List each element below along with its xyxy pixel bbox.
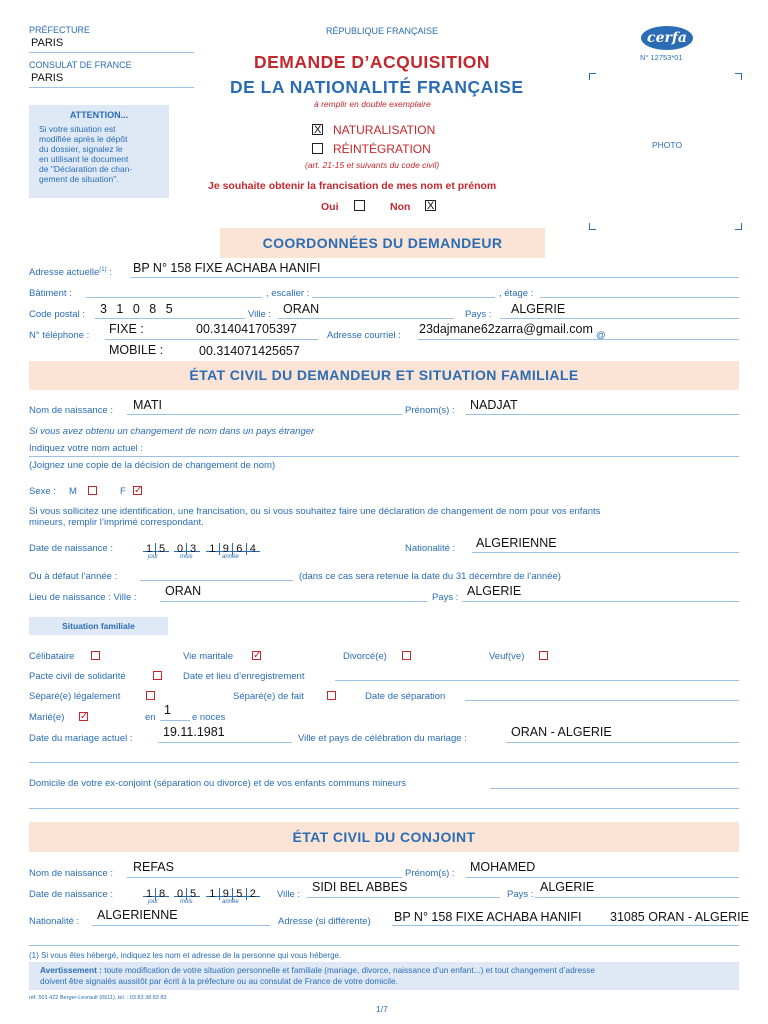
attention-line: du dossier, signalez le <box>39 144 123 154</box>
conjoint-mois-caption: mois <box>180 899 193 905</box>
sexe-f-check-mark: ✓ <box>134 485 143 496</box>
conjoint-pays-label: Pays : <box>507 889 534 900</box>
sexe-m-label: M <box>69 486 77 497</box>
etat-civil-section-title: ÉTAT CIVIL DU DEMANDEUR ET SITUATION FAMILIALE <box>29 361 739 390</box>
conjoint-adresse-line <box>392 925 739 926</box>
non-check-mark: X <box>427 200 435 212</box>
fixe-value[interactable]: 00.314041705397 <box>196 322 297 336</box>
conjoint-adresse-value[interactable]: BP N° 158 FIXE ACHABA HANIFI <box>394 910 582 924</box>
lieu-pays-line <box>462 601 739 602</box>
lieu-ville-value[interactable]: ORAN <box>165 584 202 598</box>
sexe-label: Sexe : <box>29 486 56 497</box>
defaut-annee-label: Ou à défaut l’année : <box>29 571 118 582</box>
code-postal-label: Code postal : <box>29 309 85 320</box>
telephone-label: N° téléphone : <box>29 330 90 341</box>
identification-note-1: Si vous sollicitez une identification, une francisation, ou si vous souhaitez faire une déclaration de changement de nom pour vos enfants <box>29 506 601 517</box>
date-naissance-jour[interactable]: 1 5 <box>143 539 169 552</box>
vie-maritale-check-mark: ✓ <box>253 650 262 661</box>
conjoint-jour-caption: jour <box>148 899 159 905</box>
lieu-ville-line <box>160 601 427 602</box>
lieu-pays-label: Pays : <box>432 592 459 603</box>
consulat-label: CONSULAT DE FRANCE <box>29 60 132 70</box>
prefecture-line <box>29 52 194 53</box>
cerfa-number: N° 12753*01 <box>640 53 683 62</box>
avertissement-label: Avertissement : <box>40 965 102 975</box>
ville-value[interactable]: ORAN <box>283 302 320 316</box>
avertissement-text-2: doivent être signalés aussitôt par écrit à la préfecture ou au consulat de France de votre domicile. <box>40 976 398 986</box>
code-postal-value[interactable]: 3 1 0 8 5 <box>100 302 176 316</box>
prenom-value[interactable]: NADJAT <box>470 398 518 412</box>
celibataire-checkbox[interactable] <box>91 651 100 660</box>
nom-naissance-label: Nom de naissance : <box>29 405 113 416</box>
escalier-label: , escalier : <box>266 288 310 299</box>
consulat-line <box>29 87 194 88</box>
separe-fait-checkbox[interactable] <box>327 691 336 700</box>
noces-line <box>160 720 190 721</box>
conjoint-adresse-line-2[interactable] <box>29 945 739 946</box>
nom-actuel-line[interactable] <box>29 456 739 457</box>
situation-familiale-title: Situation familiale <box>29 617 168 635</box>
noces-value[interactable]: 1 <box>164 703 171 717</box>
title-line-1: DEMANDE D’ACQUISITION <box>254 52 491 72</box>
mobile-label: MOBILE : <box>109 343 164 357</box>
coordonnees-section-title: COORDONNÉES DU DEMANDEUR <box>220 228 545 258</box>
identification-note-2: mineurs, remplir l’imprimé correspondant. <box>29 517 204 528</box>
ville-pays-mariage-value[interactable]: ORAN - ALGERIE <box>511 725 612 739</box>
conjoint-date-mois[interactable]: 0 5 <box>174 884 200 897</box>
attention-line: de "Déclaration de chan- <box>39 164 133 174</box>
jour-caption: jour <box>148 554 159 560</box>
date-naissance-label: Date de naissance : <box>29 543 113 554</box>
consulat-value[interactable]: PARIS <box>31 72 64 84</box>
pays-line <box>500 318 739 319</box>
etage-line[interactable] <box>540 297 739 298</box>
footnote: (1) Si vous êtes hébergé, indiquez les nom et adresse de la personne qui vous héberge. <box>29 951 342 960</box>
ville-pays-mariage-line <box>506 742 739 743</box>
nationalite-line <box>472 552 739 553</box>
naturalisation-check-mark: X <box>314 124 322 136</box>
conjoint-prenom-label: Prénom(s) : <box>405 868 455 879</box>
photo-corner-tr <box>735 73 742 80</box>
separe-legal-label: Séparé(e) légalement <box>29 691 121 702</box>
subtitle: à remplir en double exemplaire <box>314 99 431 109</box>
date-mariage-value[interactable]: 19.11.1981 <box>163 725 225 739</box>
oui-label: Oui <box>321 201 339 213</box>
conjoint-nationalite-value[interactable]: ALGERIENNE <box>97 908 178 922</box>
sexe-m-checkbox[interactable] <box>88 486 97 495</box>
attention-title: ATTENTION... <box>69 110 129 120</box>
conjoint-prenom-value[interactable]: MOHAMED <box>470 860 536 874</box>
avertissement-box <box>29 962 739 990</box>
adresse-value[interactable]: BP N° 158 FIXE ACHABA HANIFI <box>133 261 321 275</box>
articles-note: (art. 21-15 et suivants du code civil) <box>305 160 440 170</box>
conjoint-pays-value[interactable]: ALGERIE <box>540 880 595 894</box>
attention-line: Si votre situation est <box>39 124 116 134</box>
conjoint-annee-caption: année <box>222 899 239 905</box>
courriel-line <box>418 339 739 340</box>
domicile-line-2[interactable] <box>29 808 739 809</box>
conjoint-nom-value[interactable]: REFAS <box>133 860 174 874</box>
conjoint-prenom-line <box>466 877 739 878</box>
defaut-annee-line[interactable] <box>140 580 293 581</box>
date-separation-line[interactable] <box>465 700 739 701</box>
mois-caption: mois <box>180 554 193 560</box>
non-label: Non <box>390 201 411 213</box>
conjoint-section-title: ÉTAT CIVIL DU CONJOINT <box>29 822 739 852</box>
oui-checkbox[interactable] <box>354 200 365 211</box>
republique-label: RÉPUBLIQUE FRANÇAISE <box>326 26 439 36</box>
pacs-date-line[interactable] <box>335 680 739 681</box>
conjoint-ville-line <box>307 897 500 898</box>
courriel-value[interactable]: 23dajmane62zarra@gmail.com <box>419 322 593 336</box>
nom-naissance-line <box>127 414 402 415</box>
prefecture-value[interactable]: PARIS <box>31 37 64 49</box>
conjoint-adresse-value-2[interactable]: 31085 ORAN - ALGERIE <box>610 910 749 924</box>
sexe-f-label: F <box>120 486 126 497</box>
batiment-label: Bâtiment : <box>29 288 72 299</box>
pacs-label: Pacte civil de solidarité <box>29 671 126 682</box>
batiment-line[interactable] <box>86 297 262 298</box>
attention-line: gement de situation". <box>39 174 119 184</box>
etage-label: , étage : <box>499 288 534 299</box>
prenom-line <box>466 414 739 415</box>
photo-corner-br <box>735 223 742 230</box>
page-number: 1/7 <box>376 1004 388 1014</box>
lieu-naissance-label: Lieu de naissance : Ville : <box>29 592 137 603</box>
photo-corner-bl <box>589 223 596 230</box>
conjoint-ville-label: Ville : <box>277 889 301 900</box>
reintegration-checkbox[interactable] <box>312 143 323 154</box>
ville-pays-mariage-label: Ville et pays de célébration du mariage : <box>298 733 467 744</box>
conjoint-nom-label: Nom de naissance : <box>29 868 113 879</box>
veuf-checkbox[interactable] <box>539 651 548 660</box>
escalier-line[interactable] <box>312 297 495 298</box>
avertissement-text-1: toute modification de votre situation personnelle et familiale (mariage, divorce, naissance d’un enfant...) et tout changement d’adresse <box>101 965 595 975</box>
date-mariage-line <box>158 742 292 743</box>
naturalisation-label: NATURALISATION <box>333 123 436 137</box>
ville-line <box>278 318 454 319</box>
divorce-checkbox[interactable] <box>402 651 411 660</box>
lieu-pays-value[interactable]: ALGERIE <box>467 584 522 598</box>
conjoint-date-annee[interactable]: 1 9 5 2 <box>206 884 260 897</box>
conjoint-ville-value[interactable]: SIDI BEL ABBES <box>312 880 408 894</box>
separator-line <box>29 762 739 763</box>
conjoint-pays-line <box>535 897 739 898</box>
attention-line: en utilisant le document <box>39 154 129 164</box>
mobile-value[interactable]: 00.314071425657 <box>199 344 300 358</box>
conjoint-nationalite-label: Nationalité : <box>29 916 80 927</box>
celibataire-label: Célibataire <box>29 651 75 662</box>
domicile-ex-conjoint-label: Domicile de votre ex-conjoint (séparation ou divorce) et de vos enfants communs mineurs <box>29 778 407 789</box>
date-naissance-annee[interactable]: 1 9 6 4 <box>206 539 260 552</box>
reference-text: réf. 501 422 Berger-Levrault (0611). tel. : 03 83 38 83 83 <box>29 995 167 1001</box>
ville-label: Ville : <box>248 309 272 320</box>
annee-caption: année <box>222 554 239 560</box>
attention-line: modifiée après le dépôt <box>39 134 128 144</box>
fixe-label: FIXE : <box>109 322 144 336</box>
telephone-line <box>105 339 318 340</box>
conjoint-nationalite-line <box>92 925 270 926</box>
date-mariage-label: Date du mariage actuel : <box>29 733 133 744</box>
nationalite-label: Nationalité : <box>405 543 456 554</box>
separe-fait-label: Séparé(e) de fait <box>233 691 304 702</box>
adresse-label: Adresse actuelle$^{(1)}$ : <box>29 267 112 279</box>
nom-actuel-label: Indiquez votre nom actuel : <box>29 443 144 454</box>
conjoint-nom-line <box>127 877 402 878</box>
date-separation-label: Date de séparation <box>365 691 446 702</box>
conjoint-adresse-label: Adresse (si différente) <box>278 916 371 927</box>
pacs-checkbox[interactable] <box>153 671 162 680</box>
noces-label: e noces <box>192 712 226 723</box>
photo-label: PHOTO <box>652 140 683 150</box>
marie-label: Marié(e) <box>29 712 65 723</box>
conjoint-date-jour[interactable]: 1 8 <box>143 884 169 897</box>
domicile-line-1[interactable] <box>490 788 739 789</box>
marie-check-mark: ✓ <box>80 711 89 722</box>
changement-note: Si vous avez obtenu un changement de nom dans un pays étranger <box>29 426 315 437</box>
pays-label: Pays : <box>465 309 492 320</box>
pays-value[interactable]: ALGERIE <box>511 302 566 316</box>
code-postal-line <box>95 318 245 319</box>
pacs-date-label: Date et lieu d’enregistrement <box>183 671 305 682</box>
vie-maritale-label: Vie maritale <box>183 651 233 662</box>
nationalite-value[interactable]: ALGERIENNE <box>476 536 557 550</box>
courriel-label: Adresse courriel : <box>327 330 401 341</box>
adresse-line <box>131 277 739 278</box>
joindre-note: (Joignez une copie de la décision de changement de nom) <box>29 460 276 471</box>
veuf-label: Veuf(ve) <box>489 651 525 662</box>
prefecture-label: PRÉFECTURE <box>29 25 91 35</box>
photo-corner-tl <box>589 73 596 80</box>
en-label: en <box>145 712 156 723</box>
defaut-annee-note: (dans ce cas sera retenue la date du 31 décembre de l’année) <box>299 571 561 582</box>
title-line-2: DE LA NATIONALITÉ FRANÇAISE <box>230 77 524 97</box>
reintegration-label: RÉINTÉGRATION <box>333 142 431 156</box>
date-naissance-mois[interactable]: 0 3 <box>174 539 200 552</box>
nom-naissance-value[interactable]: MATI <box>133 398 162 412</box>
francisation-question: Je souhaite obtenir la francisation de mes nom et prénom <box>208 180 497 192</box>
prenom-label: Prénom(s) : <box>405 405 455 416</box>
at-sign: @ <box>596 330 606 341</box>
divorce-label: Divorcé(e) <box>343 651 387 662</box>
separe-legal-checkbox[interactable] <box>146 691 155 700</box>
conjoint-date-label: Date de naissance : <box>29 889 113 900</box>
cerfa-logo: cerfa <box>641 26 693 50</box>
attention-box <box>29 105 169 198</box>
